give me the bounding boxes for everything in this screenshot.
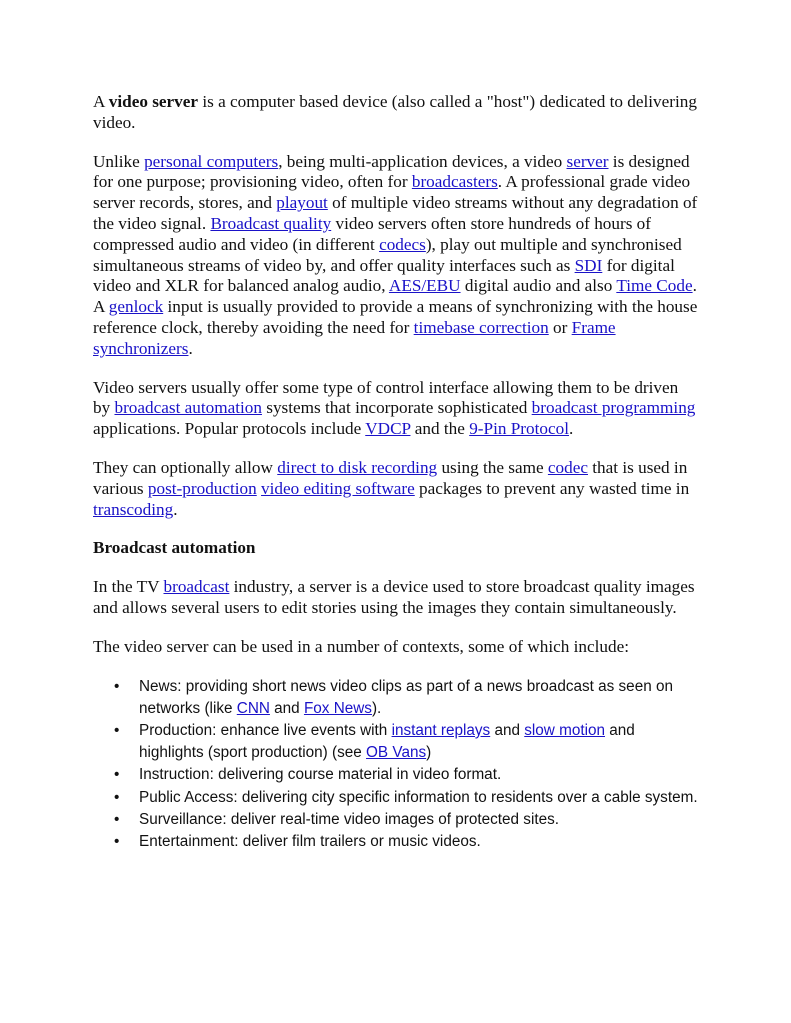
link-slow-motion[interactable]: slow motion	[524, 721, 605, 739]
document-page	[93, 92, 698, 853]
link-broadcast-automation[interactable]: broadcast automation	[114, 398, 262, 418]
link-broadcast[interactable]: broadcast	[163, 577, 230, 597]
list-item: • Public Access: delivering city specific information to residents over a cable system.	[93, 787, 698, 809]
intro-paragraph: A video server is a computer based device (also called a "host") dedicated to delivering video.	[93, 92, 697, 132]
link-cnn[interactable]: CNN	[236, 699, 270, 717]
link-broadcast-programming[interactable]: broadcast programming	[531, 398, 696, 418]
list-item: • News: providing short news video clips as part of a news broadcast as seen on networks (like CNN and Fox News).	[93, 676, 698, 720]
link-fox-news[interactable]: Fox News	[303, 699, 372, 717]
link-playout[interactable]: playout	[276, 193, 328, 213]
link-post-production[interactable]: post-production	[147, 478, 257, 498]
link-ob-vans[interactable]: OB Vans	[366, 744, 427, 762]
recording-paragraph: They can optionally allow direct to disk recording using the same codec that is used in various post-production video editing software packages to prevent any wasted time in transcoding.	[93, 457, 690, 519]
broadcast-paragraph: In the TV broadcast industry, a server is a device used to store broadcast quality images and allows several users to edit stories using the images they contain simultaneously.	[93, 577, 695, 617]
link-timebase-correction[interactable]: timebase correction	[413, 317, 549, 337]
list-item: • Production: enhance live events with instant replays and slow motion and highlights (sport production) (see OB Vans)	[93, 720, 698, 764]
section-heading: Broadcast automation	[93, 538, 256, 558]
list-item: • Surveillance: deliver real-time video images of protected sites.	[93, 809, 698, 831]
link-frame-synchronizers[interactable]: Frame synchronizers	[93, 317, 616, 358]
contexts-list	[93, 676, 698, 854]
link-genlock[interactable]: genlock	[108, 297, 164, 317]
list-item: • Instruction: delivering course material in video format.	[93, 764, 698, 786]
link-9-pin-protocol[interactable]: 9-Pin Protocol	[469, 419, 569, 439]
link-codecs[interactable]: codecs	[379, 234, 426, 254]
term-video-server: video server	[108, 92, 199, 111]
link-sdi[interactable]: SDI	[574, 255, 603, 275]
description-paragraph: Unlike personal computers, being multi-application devices, a video server is designed for one purpose; provisioning video, often for broadcasters. A professional grade video server records, stores, and playout of multiple video streams without any degradation of the video signal. Broadcast quality video servers often store hundreds of hours of compressed audio and video (in different codecs), play out multiple and synchronised simultaneous streams of video by, and offer quality interfaces such as SDI for digital video and XLR for balanced analog audio, AES/EBU digital audio and also Time Code. A genlock input is usually provided to provide a means of synchronizing with the house reference clock, thereby avoiding the need for timebase correction or Frame synchronizers.	[93, 151, 698, 358]
link-server[interactable]: server	[566, 151, 609, 171]
link-aes-ebu[interactable]: AES/EBU	[388, 276, 461, 296]
control-paragraph: Video servers usually offer some type of control interface allowing them to be driven by broadcast automation systems that incorporate sophisticated broadcast programming applications. Popular protocols include VDCP and the 9-Pin Protocol.	[93, 377, 696, 439]
link-personal-computers[interactable]: personal computers	[144, 151, 279, 171]
contexts-paragraph: The video server can be used in a number of contexts, some of which include:	[93, 636, 629, 656]
list-item: • Entertainment: deliver film trailers or music videos.	[93, 831, 698, 853]
link-video-editing-software[interactable]: video editing software	[261, 478, 415, 498]
link-vdcp[interactable]: VDCP	[365, 419, 411, 439]
link-broadcast-quality[interactable]: Broadcast quality	[210, 213, 332, 233]
link-broadcasters[interactable]: broadcasters	[411, 172, 498, 192]
link-time-code[interactable]: Time Code	[616, 276, 693, 296]
link-direct-to-disk-recording[interactable]: direct to disk recording	[277, 457, 438, 477]
link-transcoding[interactable]: transcoding	[93, 499, 174, 519]
link-codec[interactable]: codec	[547, 457, 588, 477]
link-instant-replays[interactable]: instant replays	[391, 721, 491, 739]
